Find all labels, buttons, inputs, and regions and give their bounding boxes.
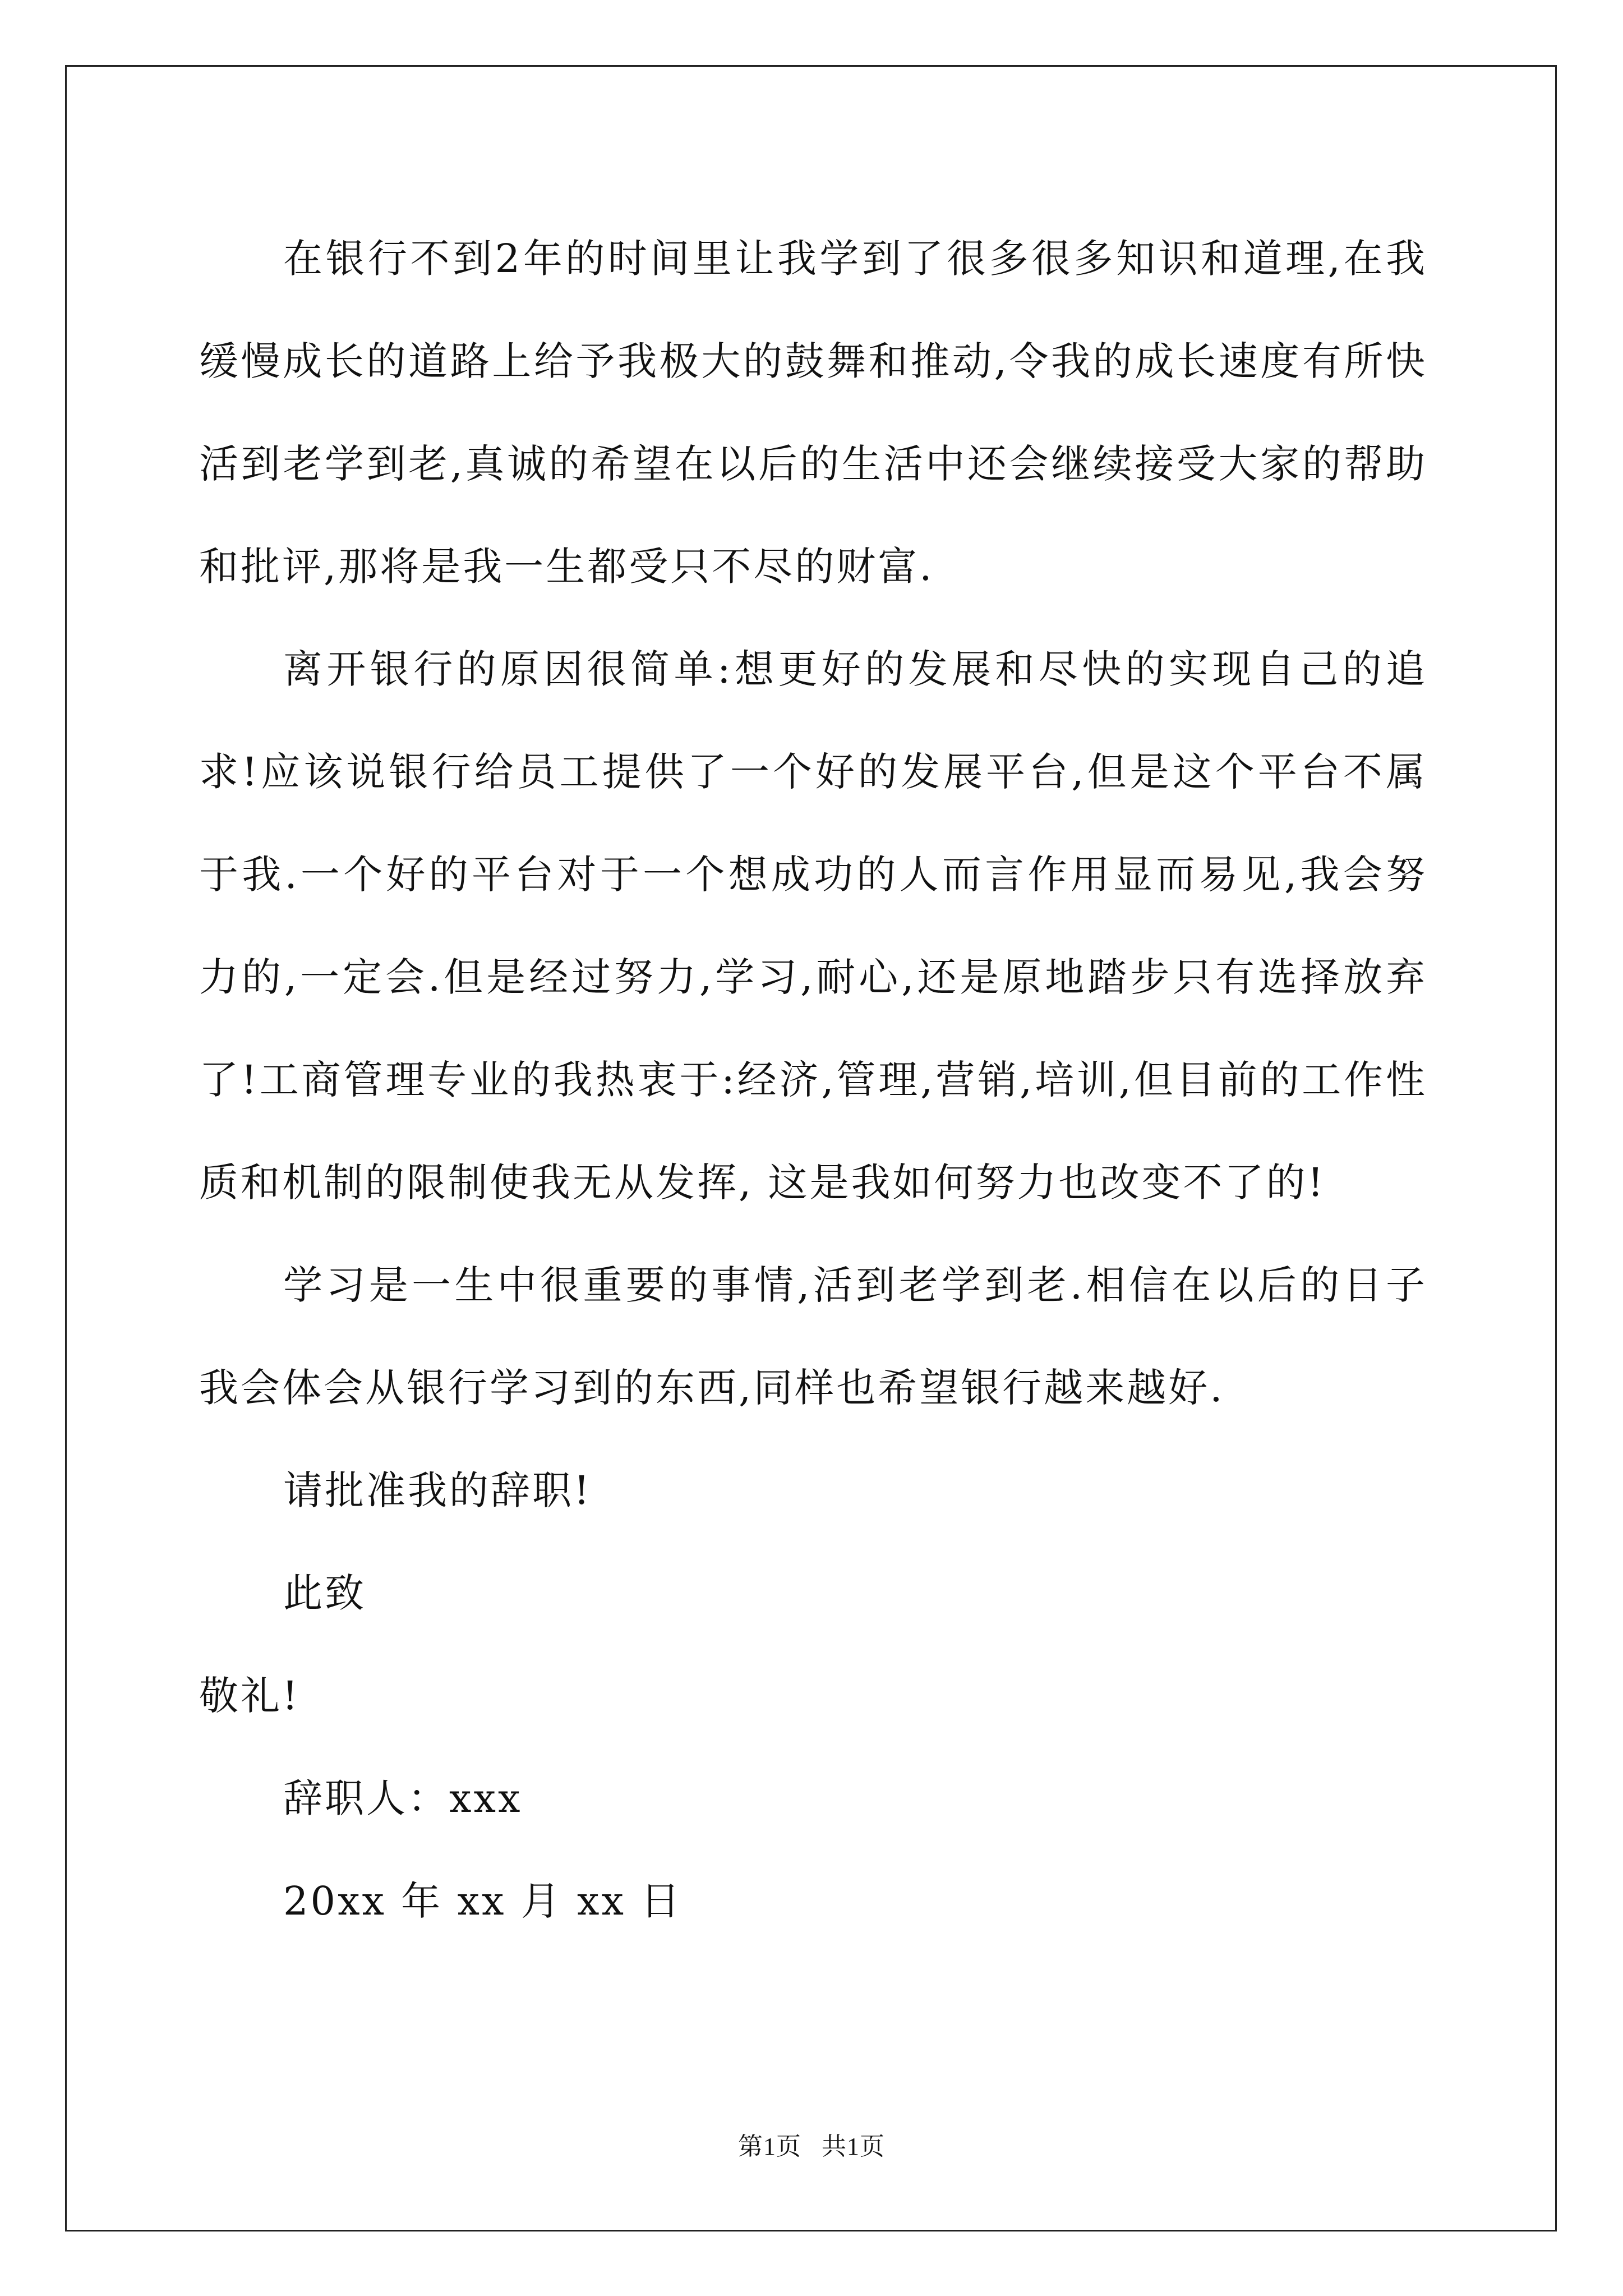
page-total: 共1页: [822, 2133, 885, 2160]
page-number: 第1页: [738, 2133, 801, 2160]
resignation-request: 请批准我的辞职!: [283, 1467, 592, 1513]
signature: 辞职人：xxx: [283, 1775, 523, 1821]
letter-date: 20xx 年 xx 月 xx 日: [283, 1878, 683, 1924]
paragraph-2: 离开银行的原因很简单:想更好的发展和尽快的实现自己的追求!应该说银行给员工提供了一个好的发展平台,但是这个平台不属于我.一个好的平台对于一个想成功的人而言作用显而易见,我会努力的,一定会.但是经过努力,学习,耐心,还是原地踏步只有选择放弃了!工商管理专业的我热衷于:经济,管理,营销,培训,但目前的工作性质和机制的限制使我无从发挥, 这是我如何努力也改变不了的!: [199, 646, 1427, 1205]
closing-salute: 敬礼!: [199, 1673, 301, 1719]
letter-body: [199, 208, 1427, 1953]
closing-greeting: 此致: [283, 1570, 366, 1616]
paragraph-1: 在银行不到2年的时间里让我学到了很多很多知识和道理,在我缓慢成长的道路上给予我极大的鼓舞和推动,令我的成长速度有所快活到老学到老,真诚的希望在以后的生活中还会继续接受大家的帮助和批评,那将是我一生都受只不尽的财富.: [199, 236, 1427, 590]
page-footer: [0, 2126, 1623, 2162]
paragraph-3: 学习是一生中很重要的事情,活到老学到老.相信在以后的日子我会体会从银行学习到的东西,同样也希望银行越来越好.: [199, 1262, 1427, 1411]
